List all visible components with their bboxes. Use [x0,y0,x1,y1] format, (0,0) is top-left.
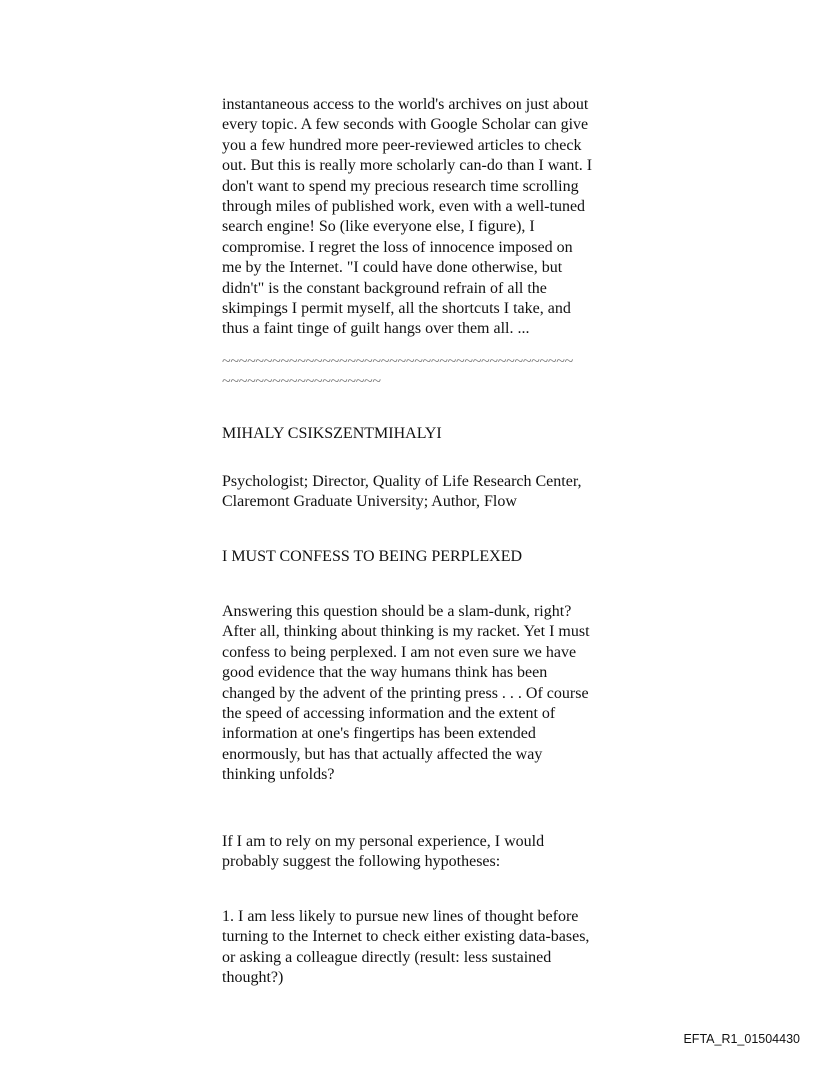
text-line: you a few hundred more peer-reviewed articles to check [222,136,582,154]
text-line: ~~~~~~~~~~~~~~~~~~~ [222,373,381,391]
paragraph [222,602,602,786]
text-line: compromise. I regret the loss of innocence imposed on [222,238,573,256]
text-line: out. But this is really more scholarly can-do than I want. I [222,157,593,175]
text-line: the speed of accessing information and the extent of [222,704,556,722]
text-line: information at one's fingertips has been extended [222,725,536,743]
text-line: turning to the Internet to check either existing data-bases, [222,928,590,946]
paragraph-continued [222,95,602,340]
text-line: MIHALY CSIKSZENTMIHALYI [222,425,442,442]
text-line: instantaneous access to the world's archives on just about [222,96,589,113]
text-line: Claremont Graduate University; Author, Flow [222,493,517,511]
text-line: I MUST CONFESS TO BEING PERPLEXED [222,548,523,565]
text-line: or asking a colleague directly (result: less sustained [222,948,552,966]
paragraph-point-1 [222,907,602,989]
text-line: good evidence that the way humans think has been [222,664,548,682]
author-affiliation [222,472,602,513]
text-line: confess to being perplexed. I am not even sure we have [222,643,577,661]
separator [222,352,602,393]
paragraph [222,832,602,873]
text-line: thus a faint tinge of guilt hangs over them all. ... [222,320,530,338]
text-line: If I am to rely on my personal experience, I would [222,833,545,850]
text-line: search engine! So (like everyone else, I figure), I [222,218,535,236]
text-line: 1. I am less likely to pursue new lines of thought before [222,908,579,925]
text-line: probably suggest the following hypotheses: [222,853,501,871]
text-line: changed by the advent of the printing press . . . Of course [222,684,589,702]
text-line: Psychologist; Director, Quality of Life Research Center, [222,473,582,490]
text-line: Answering this question should be a slam-dunk, right? [222,603,572,620]
essay-title [222,547,602,567]
text-line: ~~~~~~~~~~~~~~~~~~~~~~~~~~~~~~~~~~~~~~~~~~ [222,353,573,370]
text-line: every topic. A few seconds with Google Scholar can give [222,116,589,134]
text-line: skimpings I permit myself, all the shortcuts I take, and [222,299,571,317]
text-line: through miles of published work, even with a well-tuned [222,197,586,215]
text-line: didn't" is the constant background refrain of all the [222,279,547,297]
text-line: enormously, but has that actually affected the way [222,745,543,763]
text-line: don't want to spend my precious research time scrolling [222,177,579,195]
text-line: me by the Internet. "I could have done otherwise, but [222,259,563,277]
author-name [222,424,602,444]
text-line: After all, thinking about thinking is my racket. Yet I must [222,623,590,641]
text-line: thought?) [222,969,284,987]
text-line: thinking unfolds? [222,766,335,784]
document-id-footer: EFTA_R1_01504430 [683,1032,800,1046]
